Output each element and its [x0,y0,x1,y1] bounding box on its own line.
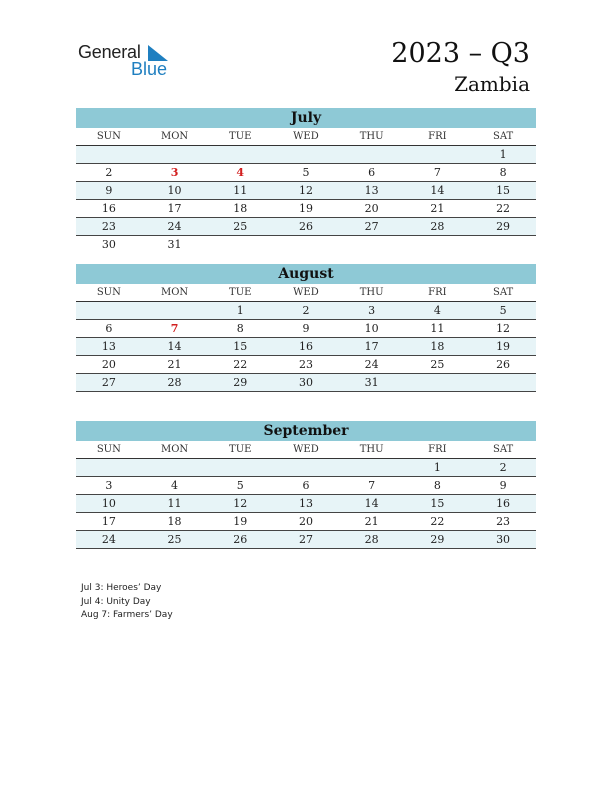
day-cell: 5 [302,166,310,179]
day-cell: 12 [298,184,313,197]
day-cell: 28 [167,376,182,389]
holiday-note: Aug 7: Farmers’ Day [81,610,173,620]
day-cell: 23 [496,515,511,528]
weekday-label: FRI [428,131,447,142]
day-cell: 23 [298,358,313,371]
day-cell: 26 [233,533,248,546]
day-cell: 16 [101,202,116,215]
logo-general-text: General [78,42,141,62]
day-cell: 23 [101,220,116,233]
day-cell: 2 [302,304,310,317]
day-cell: 21 [167,358,182,371]
day-cell: 20 [101,358,116,371]
day-cell: 28 [364,533,379,546]
week-row [76,356,536,374]
day-cell: 19 [496,340,511,353]
day-cell: 14 [430,184,445,197]
day-cell: 9 [105,184,113,197]
day-cell: 17 [364,340,379,353]
weekday-label: MON [160,444,189,455]
week-row [76,338,536,356]
day-cell: 1 [236,304,244,317]
day-cell: 13 [364,184,379,197]
day-cell: 29 [496,220,511,233]
day-cell: 8 [433,479,441,492]
holiday-day-cell: 7 [170,322,179,335]
day-cell [339,459,405,476]
day-cell [76,302,142,319]
weekday-header-row [76,284,536,302]
day-cell: 6 [368,166,376,179]
day-cell [470,374,536,391]
day-cell: 6 [105,322,113,335]
day-cell [142,146,208,163]
day-cell: 30 [101,238,116,251]
month-title: September [76,421,536,441]
day-cell: 10 [101,497,116,510]
day-cell: 3 [105,479,113,492]
weekday-label: MON [160,131,189,142]
day-cell: 4 [171,479,179,492]
day-cell: 13 [298,497,313,510]
day-cell [207,459,273,476]
week-row [76,200,536,218]
month-title: August [76,264,536,284]
day-cell: 5 [236,479,244,492]
weekday-label: THU [359,287,384,298]
day-cell: 5 [499,304,507,317]
day-cell: 11 [167,497,182,510]
weekday-label: TUE [229,287,252,298]
day-cell: 24 [167,220,182,233]
month-title: July [76,108,536,128]
day-cell: 1 [433,461,441,474]
week-row [76,302,536,320]
weekday-label: WED [293,444,319,455]
day-cell: 2 [105,166,113,179]
day-cell: 7 [433,166,441,179]
day-cell: 30 [496,533,511,546]
day-cell: 17 [167,202,182,215]
day-cell [405,374,471,391]
week-row [76,218,536,236]
day-cell [142,302,208,319]
day-cell: 15 [233,340,248,353]
day-cell [207,236,273,253]
weekday-label: SUN [96,444,121,455]
day-cell: 2 [499,461,507,474]
day-cell: 14 [167,340,182,353]
day-cell: 19 [298,202,313,215]
day-cell: 12 [233,497,248,510]
day-cell: 21 [430,202,445,215]
week-row [76,495,536,513]
day-cell: 4 [433,304,441,317]
day-cell: 31 [364,376,379,389]
weekday-label: WED [293,287,319,298]
day-cell: 18 [430,340,445,353]
logo-blue-text: Blue [131,59,168,79]
day-cell: 22 [233,358,248,371]
day-cell: 17 [101,515,116,528]
holiday-day-cell: 4 [236,166,245,179]
day-cell [405,146,471,163]
week-row [76,459,536,477]
week-row [76,513,536,531]
weekday-label: SAT [492,131,514,142]
day-cell: 6 [302,479,310,492]
week-row [76,531,536,549]
day-cell: 26 [496,358,511,371]
day-cell [273,146,339,163]
day-cell: 27 [101,376,116,389]
day-cell: 19 [233,515,248,528]
generalblue-logo [78,40,178,80]
day-cell: 20 [298,515,313,528]
day-cell: 15 [430,497,445,510]
day-cell: 8 [499,166,507,179]
week-row [76,374,536,392]
day-cell: 15 [496,184,511,197]
day-cell: 9 [499,479,507,492]
weekday-label: MON [160,287,189,298]
day-cell: 12 [496,322,511,335]
day-cell: 28 [430,220,445,233]
weekday-header-row [76,441,536,459]
day-cell: 29 [233,376,248,389]
day-cell: 11 [233,184,248,197]
day-cell: 21 [364,515,379,528]
weekday-label: SUN [96,287,121,298]
day-cell: 18 [167,515,182,528]
weekday-label: SAT [492,287,514,298]
weekday-label: FRI [428,444,447,455]
day-cell: 8 [236,322,244,335]
day-cell: 1 [499,148,507,161]
day-cell: 25 [430,358,445,371]
week-row [76,236,536,253]
country-name: Zambia [454,72,530,96]
day-cell: 25 [167,533,182,546]
month-august [76,264,536,392]
day-cell: 27 [298,533,313,546]
day-cell: 30 [298,376,313,389]
day-cell [207,146,273,163]
day-cell: 22 [496,202,511,215]
weekday-label: WED [293,131,319,142]
day-cell [76,146,142,163]
week-row [76,320,536,338]
page-title: 2023 – Q3 [391,38,530,69]
month-september [76,421,536,549]
day-cell [339,146,405,163]
day-cell: 10 [364,322,379,335]
weekday-label: THU [359,131,384,142]
day-cell: 14 [364,497,379,510]
day-cell: 22 [430,515,445,528]
day-cell [273,459,339,476]
day-cell [339,236,405,253]
day-cell: 3 [368,304,376,317]
weekday-label: TUE [229,444,252,455]
month-july [76,108,536,253]
day-cell: 20 [364,202,379,215]
holiday-note: Jul 3: Heroes’ Day [81,583,162,593]
day-cell: 10 [167,184,182,197]
weekday-header-row [76,128,536,146]
holiday-note: Jul 4: Unity Day [81,596,151,607]
day-cell: 24 [101,533,116,546]
day-cell: 18 [233,202,248,215]
day-cell: 13 [101,340,116,353]
week-row [76,146,536,164]
week-row [76,164,536,182]
weekday-label: TUE [229,131,252,142]
holiday-notes [81,582,173,623]
day-cell: 27 [364,220,379,233]
day-cell [273,236,339,253]
weekday-label: THU [359,444,384,455]
day-cell: 16 [298,340,313,353]
holiday-day-cell: 3 [170,166,179,179]
day-cell: 31 [167,238,182,251]
day-cell: 16 [496,497,511,510]
day-cell: 7 [368,479,376,492]
day-cell: 24 [364,358,379,371]
day-cell [142,459,208,476]
day-cell [470,236,536,253]
day-cell: 26 [298,220,313,233]
week-row [76,182,536,200]
day-cell [405,236,471,253]
day-cell: 9 [302,322,310,335]
weekday-label: SUN [96,131,121,142]
day-cell: 25 [233,220,248,233]
day-cell: 29 [430,533,445,546]
day-cell: 11 [430,322,445,335]
weekday-label: SAT [492,444,514,455]
day-cell [76,459,142,476]
week-row [76,477,536,495]
weekday-label: FRI [428,287,447,298]
